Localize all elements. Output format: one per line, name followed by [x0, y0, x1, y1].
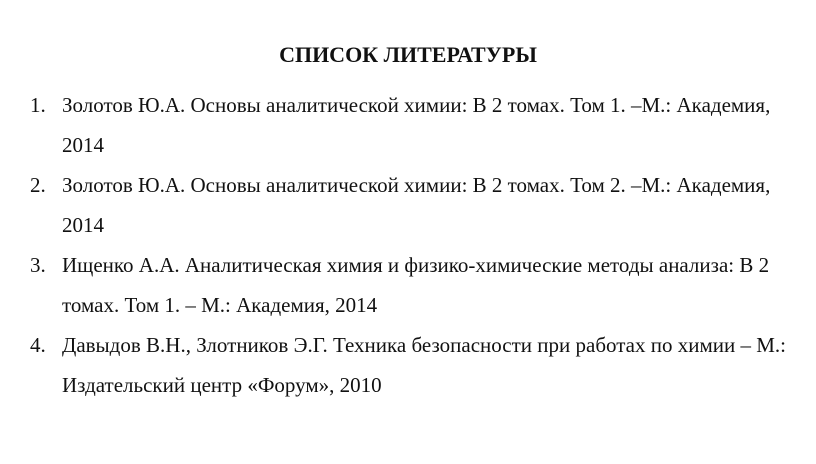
reference-item: [30, 245, 800, 325]
reference-number: 1.: [30, 93, 46, 117]
reference-number: 2.: [30, 173, 46, 197]
reference-text: Ищенко А.А. Аналитическая химия и физико-химические методы анализа: В 2 томах. Том 1. – М.: Академия, 2014: [62, 253, 770, 317]
reference-text: Давыдов В.Н., Злотников Э.Г. Техника безопасности при работах по химии – М.: Издательский центр «Форум», 2010: [62, 333, 786, 397]
reference-number: 3.: [30, 253, 46, 277]
reference-text: Золотов Ю.А. Основы аналитической химии: В 2 томах. Том 1. –М.: Академия, 2014: [62, 93, 771, 157]
page-title: СПИСОК ЛИТЕРАТУРЫ: [279, 42, 537, 67]
reference-item: [30, 165, 800, 245]
reference-list: [30, 85, 800, 405]
reference-item: [30, 325, 800, 405]
reference-item: [30, 85, 800, 165]
reference-number: 4.: [30, 333, 46, 357]
reference-text: Золотов Ю.А. Основы аналитической химии: В 2 томах. Том 2. –М.: Академия, 2014: [62, 173, 771, 237]
